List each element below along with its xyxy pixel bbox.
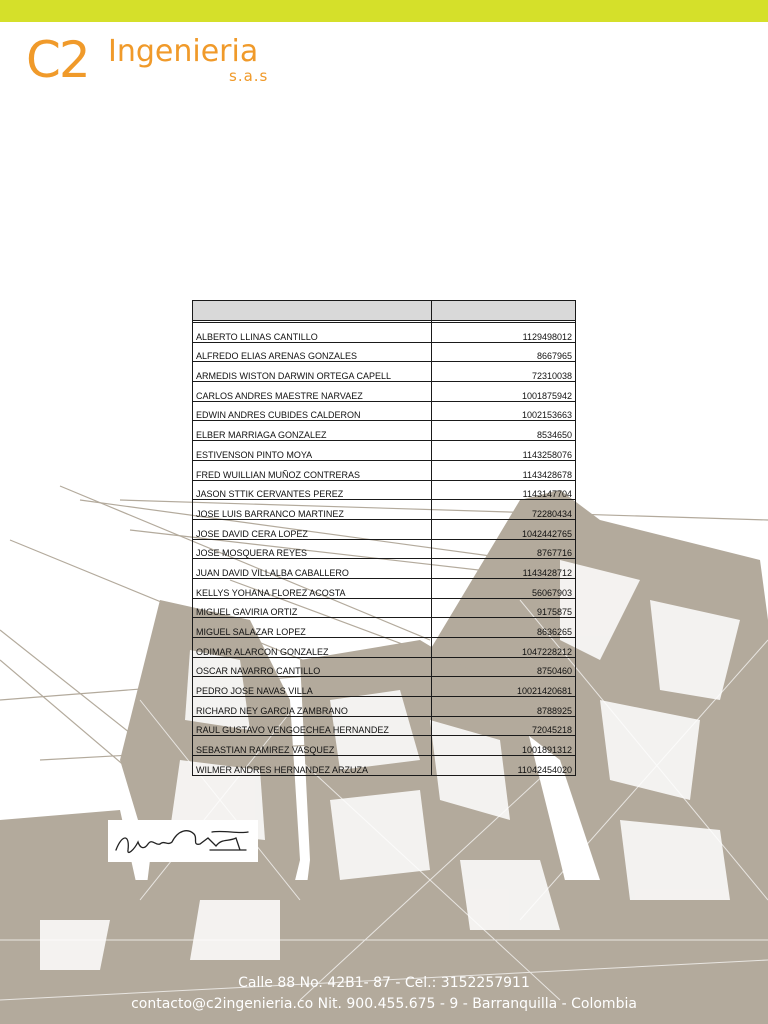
handwritten-signature bbox=[108, 820, 258, 862]
employee-id-cell: 10021420681 bbox=[432, 677, 576, 697]
table-row bbox=[193, 480, 576, 500]
table-row bbox=[193, 736, 576, 756]
employee-name-cell: KELLYS YOHANA FLOREZ ACOSTA bbox=[193, 578, 432, 598]
employee-name-cell: JOSE MOSQUERA REYES bbox=[193, 539, 432, 559]
logo-name: Ingenieria bbox=[108, 34, 259, 69]
footer-contact: contacto@c2ingenieria.co Nit. 900.455.675 - 9 - Barranquilla - Colombia bbox=[131, 996, 637, 1012]
table-row bbox=[193, 677, 576, 697]
employee-id-cell: 8636265 bbox=[432, 618, 576, 638]
table-row bbox=[193, 598, 576, 618]
table-row bbox=[193, 578, 576, 598]
employee-name-cell: SEBASTIAN RAMIREZ VASQUEZ bbox=[193, 736, 432, 756]
employee-id-cell: 72045218 bbox=[432, 716, 576, 736]
table-row bbox=[193, 421, 576, 441]
table-row bbox=[193, 401, 576, 421]
employee-name-cell: OSCAR NAVARRO CANTILLO bbox=[193, 657, 432, 677]
employee-id-cell: 1042442765 bbox=[432, 519, 576, 539]
employee-id-cell: 1002153663 bbox=[432, 401, 576, 421]
employee-name-cell: JOSE DAVID CERA LOPEZ bbox=[193, 519, 432, 539]
employee-name-cell: FRED WUILLIAN MUÑOZ CONTRERAS bbox=[193, 460, 432, 480]
table-row bbox=[193, 716, 576, 736]
table-row bbox=[193, 539, 576, 559]
logo-mark: C2 bbox=[26, 31, 89, 89]
employee-name-cell: ODIMAR ALARCON GONZALEZ bbox=[193, 638, 432, 658]
personnel-table bbox=[192, 300, 576, 776]
footer-address: Calle 88 No. 42B1- 87 - Cel.: 3152257911 bbox=[238, 975, 530, 991]
employee-id-cell: 1143258076 bbox=[432, 441, 576, 461]
employee-name-cell: EDWIN ANDRES CUBIDES CALDERON bbox=[193, 401, 432, 421]
employee-id-cell: 11042454020 bbox=[432, 756, 576, 776]
table-row bbox=[193, 519, 576, 539]
table-row bbox=[193, 500, 576, 520]
table-header-cell-id bbox=[432, 301, 576, 321]
employee-name-cell: JASON STTIK CERVANTES PEREZ bbox=[193, 480, 432, 500]
employee-name-cell: JOSE LUIS BARRANCO MARTINEZ bbox=[193, 500, 432, 520]
employee-id-cell: 72280434 bbox=[432, 500, 576, 520]
table-row bbox=[193, 756, 576, 776]
logo-suffix: s.a.s bbox=[229, 67, 269, 85]
employee-name-cell: ALBERTO LLINAS CANTILLO bbox=[193, 323, 432, 343]
employee-name-cell: MIGUEL SALAZAR LOPEZ bbox=[193, 618, 432, 638]
employee-id-cell: 1143147704 bbox=[432, 480, 576, 500]
table-row bbox=[193, 697, 576, 717]
employee-id-cell: 8667965 bbox=[432, 342, 576, 362]
employee-name-cell: PEDRO JOSE NAVAS VILLA bbox=[193, 677, 432, 697]
employee-id-cell: 1143428678 bbox=[432, 460, 576, 480]
employee-id-cell: 1001891312 bbox=[432, 736, 576, 756]
table-row bbox=[193, 559, 576, 579]
table-row bbox=[193, 342, 576, 362]
table-row bbox=[193, 460, 576, 480]
table-row bbox=[193, 618, 576, 638]
table-row bbox=[193, 638, 576, 658]
employee-id-cell: 1047228212 bbox=[432, 638, 576, 658]
table-row bbox=[193, 323, 576, 343]
employee-name-cell: WILMER ANDRES HERNANDEZ ARZUZA bbox=[193, 756, 432, 776]
table-header-cell-name bbox=[193, 301, 432, 321]
table-row bbox=[193, 441, 576, 461]
employee-name-cell: ELBER MARRIAGA GONZALEZ bbox=[193, 421, 432, 441]
employee-id-cell: 8788925 bbox=[432, 697, 576, 717]
employee-name-cell: ALFREDO ELIAS ARENAS GONZALES bbox=[193, 342, 432, 362]
top-accent-bar bbox=[0, 0, 768, 22]
employee-name-cell: RICHARD NEY GARCIA ZAMBRANO bbox=[193, 697, 432, 717]
employee-id-cell: 8767716 bbox=[432, 539, 576, 559]
employee-id-cell: 1129498012 bbox=[432, 323, 576, 343]
table-row bbox=[193, 362, 576, 382]
employee-id-cell: 8534650 bbox=[432, 421, 576, 441]
employee-id-cell: 8750460 bbox=[432, 657, 576, 677]
employee-name-cell: CARLOS ANDRES MAESTRE NARVAEZ bbox=[193, 382, 432, 402]
table-row bbox=[193, 657, 576, 677]
employee-name-cell: JUAN DAVID VILLALBA CABALLERO bbox=[193, 559, 432, 579]
employee-id-cell: 9175875 bbox=[432, 598, 576, 618]
table-header-row bbox=[193, 301, 576, 321]
employee-name-cell: RAUL GUSTAVO VENGOECHEA HERNANDEZ bbox=[193, 716, 432, 736]
footer bbox=[0, 974, 768, 1014]
employee-id-cell: 56067903 bbox=[432, 578, 576, 598]
employee-id-cell: 72310038 bbox=[432, 362, 576, 382]
employee-name-cell: ESTIVENSON PINTO MOYA bbox=[193, 441, 432, 461]
employee-id-cell: 1143428712 bbox=[432, 559, 576, 579]
table-row bbox=[193, 382, 576, 402]
employee-name-cell: ARMEDIS WISTON DARWIN ORTEGA CAPELL bbox=[193, 362, 432, 382]
employee-id-cell: 1001875942 bbox=[432, 382, 576, 402]
employee-name-cell: MIGUEL GAVIRIA ORTIZ bbox=[193, 598, 432, 618]
